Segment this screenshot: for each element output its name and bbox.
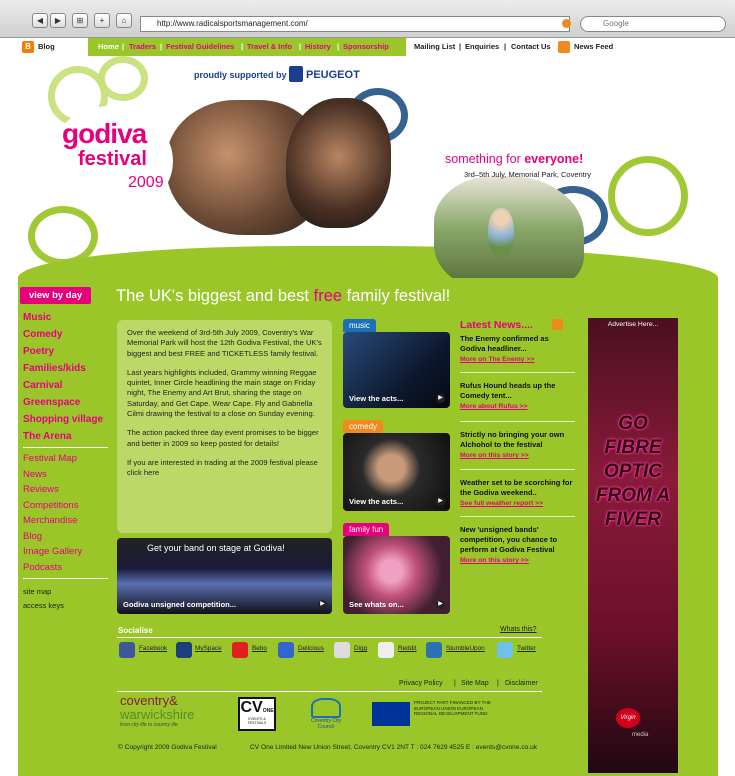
arrow-icon: ▶ — [436, 394, 445, 403]
forward-button[interactable]: ▶ — [50, 13, 66, 28]
family-fun-panel-caption: See whats on... — [349, 600, 404, 609]
supported-by-text: proudly supported by — [194, 70, 287, 80]
disclaimer-link[interactable]: Disclaimer — [505, 680, 538, 687]
sidebar-item-poetry[interactable]: Poetry — [23, 346, 55, 357]
socialise-title: Socialise — [118, 626, 153, 635]
rss-icon[interactable] — [552, 319, 563, 330]
trading-link[interactable]: If you are interested in trading at the 2009 festival please click here — [127, 457, 318, 478]
address-bar[interactable]: http://www.radicalsportsmanagement.com/ — [140, 16, 570, 32]
access-keys-link[interactable]: access keys — [23, 601, 64, 610]
eu-flag-icon — [372, 702, 410, 726]
sidebar-item-image-gallery[interactable]: Image Gallery — [23, 546, 83, 557]
news-item: Weather set to be scorching for the Godiva weekend.. See full weather report >> — [460, 478, 575, 507]
footer-divider — [117, 691, 542, 692]
coventry-warwickshire-logo: coventry& warwickshire from city life to country life — [120, 693, 195, 728]
eu-funding-text: PROJECT PART FINANCED BY THE EUROPEAN UNION EUROPEAN REGIONAL DEVELOPMENT FUND — [414, 700, 491, 717]
facebook-icon[interactable] — [119, 642, 135, 658]
news-item: The Enemy confirmed as Godiva headliner... More on The Enemy >> — [460, 334, 575, 363]
webpage: B Blog Home | Traders | Festival Guidelines | Travel & Info | History | Sponsorship Mailing List | Enquiries | Contact Us News Feed proudly supported by PEUGEOT godiva festival 2009 something for everyone! 3rd–5th July, Memorial Park, Coventry view by day Music Comedy Poetry Families/kids Carnival Greenspace Shopping village The Arena Festival Map News Reviews Competitions Merchandise Blog Image Gallery Podcasts site map access keys The UK's biggest and best free family festival! Over the weekend of 3rd-5th July 2009, Coventry's War Memorial Park will host the 12th Godiva Festival, the UK's biggest and best FREE and TICKETLESS family festival. Last years highlights included, Grammy winning Reggae quintet, Inner Circle headlining the main stage on Friday night, The Enemy and Art Brut, sharing the stage on Saturday, and Get Cape. Wear Cape. Fly and Gabriella Cilmi drawing the festival to a close on Sunday evening. The action packed three day event promises to be bigger and better in 2009 so keep posted for details! If you are interested in trading at the 2009 festival please click here Get your band on stage at Godiva! Godiva unsigned competition... ▶ music View the acts... ▶ comedy View the acts... ▶ family fun See whats on... ▶ Latest News.... The Enemy confirmed as Godiva headliner... More on The Enemy >> Rufus Hound heads up the Comedy tent... More about Rufus >> Strictly no bringing your own Alchohol to the festival More on this story >> Weather set to be scorching for the Godiva weekend.. See full weather report >> New 'unsigned bands' competition, you chance to perform at Godiva Festival More on this story >> Advertise Here... GO FIBRE OPTIC FROM A FIVER Virgin media Socialise Whats this? Facebook MySpace Bebo Delicious Digg Reddit StumbleUpon Twitter Privacy Policy | Site Map | Disclaimer coventry& warwickshire from city life to country life CVONE EVENTS & FESTIVALS Coventry City Council PROJECT PART FINANCED BY THE EUROPEAN UNION EUROPEAN REGIONAL DEVELOPMENT FUND © Copyright 2009 Godiva Festival CV One Limited New Union Street, Coventry CV1 2NT T : 024 7629 4525 E : events@cvone.co.uk — [18, 38, 718, 776]
comedy-panel[interactable] — [343, 433, 450, 511]
nav-mailing-list[interactable]: Mailing List — [414, 42, 456, 51]
bebo-icon[interactable] — [232, 642, 248, 658]
view-by-day-button[interactable]: view by day — [20, 287, 91, 304]
add-bookmark-button[interactable]: + — [94, 13, 110, 28]
coventry-city-council-logo: Coventry City Council — [302, 698, 350, 730]
page-headline: The UK's biggest and best free family festival! — [116, 287, 451, 305]
hero-banner — [18, 56, 718, 278]
tab-comedy[interactable]: comedy — [343, 420, 383, 433]
advert-panel[interactable] — [588, 318, 678, 773]
delicious-link[interactable]: Delicious — [298, 645, 324, 652]
myspace-icon[interactable] — [176, 642, 192, 658]
intro-paragraph: Last years highlights included, Grammy winning Reggae quintet, Inner Circle headlining the main stage on Friday night, The Enemy and Art Brut, sharing the stage on Saturday, and Get Cape. Wear Cape. Fly and Gabriella Cilmi drawing the festival to a close on Sunday evening. — [127, 367, 317, 419]
sidebar-item-blog[interactable]: Blog — [23, 531, 43, 542]
socialise-divider — [117, 637, 542, 638]
event-dates: 3rd–5th July, Memorial Park, Coventry — [464, 170, 591, 179]
sidebar-item-music[interactable]: Music — [23, 312, 52, 323]
sidebar-item-arena[interactable]: The Arena — [23, 431, 72, 442]
sidebar-item-podcasts[interactable]: Podcasts — [23, 562, 63, 573]
top-navigation: B Blog Home | Traders | Festival Guidelines | Travel & Info | History | Sponsorship Mailing List | Enquiries | Contact Us News Feed — [18, 38, 718, 56]
arrow-icon: ▶ — [436, 497, 445, 506]
sidebar-divider — [23, 447, 108, 448]
news-divider — [460, 516, 575, 517]
nav-contact-us[interactable]: Contact Us — [511, 42, 551, 51]
child-figure — [488, 208, 514, 258]
intro-paragraph: Over the weekend of 3rd-5th July 2009, Coventry's War Memorial Park will host the 12th Godiva Festival, the UK's biggest and best FREE and TICKETLESS family festival. — [127, 328, 322, 358]
digg-link[interactable]: Digg — [354, 645, 368, 652]
virgin-logo: Virgin — [616, 708, 640, 728]
nav-home[interactable]: Home — [98, 42, 119, 51]
family-fun-panel[interactable] — [343, 536, 450, 614]
festival-photo-girls — [286, 98, 391, 228]
news-item: New 'unsigned bands' competition, you chance to perform at Godiva Festival More on this story >> — [460, 525, 575, 564]
logo-year: 2009 — [128, 174, 164, 191]
home-button[interactable]: ⌂ — [116, 13, 132, 28]
music-panel[interactable] — [343, 332, 450, 408]
band-competition-caption: Godiva unsigned competition... — [123, 600, 237, 609]
news-divider — [460, 469, 575, 470]
arrow-icon: ▶ — [318, 600, 327, 609]
twitter-link[interactable]: Twitter — [517, 645, 536, 652]
nav-festival-guidelines[interactable]: Festival Guidelines — [166, 42, 235, 51]
sidebar-item-shopping[interactable]: Shopping village — [23, 414, 104, 425]
music-panel-caption: View the acts... — [349, 394, 404, 403]
tab-family-fun[interactable]: family fun — [343, 523, 389, 536]
band-competition-title: Get your band on stage at Godiva! — [147, 543, 285, 553]
myspace-link[interactable]: MySpace — [195, 645, 222, 652]
swirl-decoration — [608, 156, 688, 236]
intro-text-box — [117, 320, 332, 533]
stumbleupon-icon[interactable] — [426, 642, 442, 658]
sidebar-item-merchandise[interactable]: Merchandise — [23, 515, 78, 526]
sidebar-item-competitions[interactable]: Competitions — [23, 500, 79, 511]
cv-one-logo: CVONE EVENTS & FESTIVALS — [238, 697, 276, 731]
nav-history[interactable]: History — [305, 42, 331, 51]
logo-godiva: godiva — [62, 118, 147, 149]
news-more-link[interactable]: More on The Enemy >> — [460, 356, 535, 363]
blogger-icon: B — [22, 41, 34, 53]
reddit-link[interactable]: Reddit — [398, 645, 417, 652]
reddit-icon[interactable] — [378, 642, 394, 658]
news-item: Strictly no bringing your own Alchohol to the festival More on this story >> — [460, 430, 575, 459]
twitter-icon[interactable] — [497, 642, 513, 658]
sidebar-item-festival-map[interactable]: Festival Map — [23, 453, 77, 464]
delicious-icon[interactable] — [278, 642, 294, 658]
nav-traders[interactable]: Traders — [129, 42, 157, 51]
nav-travel-info[interactable]: Travel & Info — [247, 42, 293, 51]
back-button[interactable]: ◀ — [32, 13, 48, 28]
tagline: something for everyone! — [445, 152, 584, 166]
sidebar-item-reviews[interactable]: Reviews — [23, 484, 59, 495]
sidebar-item-comedy[interactable]: Comedy — [23, 329, 63, 340]
nav-sponsorship[interactable]: Sponsorship — [343, 42, 389, 51]
news-more-link[interactable]: More on this story >> — [460, 452, 529, 459]
council-emblem-icon — [311, 698, 341, 718]
band-competition-panel[interactable] — [117, 538, 332, 614]
intro-paragraph: The action packed three day event promises to be bigger and better in 2009 so keep posted for details! — [127, 428, 319, 448]
facebook-link[interactable]: Facebook — [139, 645, 168, 652]
browser-toolbar — [0, 0, 735, 38]
nav-blog[interactable]: Blog — [38, 42, 55, 51]
peugeot-logo: PEUGEOT — [306, 69, 360, 81]
contact-address: CV One Limited New Union Street, Coventry CV1 2NT T : 024 7629 4525 E : events@cvone.co.uk — [250, 744, 538, 751]
privacy-policy-link[interactable]: Privacy Policy — [399, 680, 443, 687]
news-title: Latest News.... — [460, 319, 533, 331]
bebo-link[interactable]: Bebo — [252, 645, 267, 652]
news-more-link[interactable]: More about Rufus >> — [460, 403, 528, 410]
site-map-link[interactable]: Site Map — [461, 680, 489, 687]
news-item: Rufus Hound heads up the Comedy tent... More about Rufus >> — [460, 381, 575, 410]
logo-festival: festival — [78, 148, 147, 170]
sidebar-item-families[interactable]: Families/kids — [23, 363, 86, 374]
rss-feed-icon — [558, 41, 570, 53]
sidebar-divider — [23, 578, 108, 579]
rss-icon[interactable] — [562, 19, 571, 28]
sidebar-item-greenspace[interactable]: Greenspace — [23, 397, 81, 408]
arrow-icon: ▶ — [436, 600, 445, 609]
comedy-panel-caption: View the acts... — [349, 497, 404, 506]
tabs-button[interactable]: ⊞ — [72, 13, 88, 28]
news-divider — [460, 421, 575, 422]
nav-enquiries[interactable]: Enquiries — [465, 42, 500, 51]
stumbleupon-link[interactable]: StumbleUpon — [446, 645, 485, 652]
swirl-decoration — [98, 56, 148, 101]
whats-this-link[interactable]: Whats this? — [500, 626, 537, 633]
virgin-media-text: media — [632, 732, 649, 738]
advert-headline: GO FIBRE OPTIC FROM A FIVER — [595, 413, 671, 530]
nav-news-feed[interactable]: News Feed — [574, 42, 614, 51]
green-wave — [18, 246, 718, 278]
sitemap-link[interactable]: site map — [23, 587, 52, 596]
search-input[interactable]: Google — [580, 16, 726, 32]
sidebar-item-news[interactable]: News — [23, 469, 47, 480]
news-divider — [460, 372, 575, 373]
sidebar-item-carnival[interactable]: Carnival — [23, 380, 63, 391]
digg-icon[interactable] — [334, 642, 350, 658]
advert-label: Advertise Here... — [607, 321, 659, 328]
tab-music[interactable]: music — [343, 319, 376, 332]
news-more-link[interactable]: See full weather report >> — [460, 500, 544, 507]
peugeot-lion-icon — [289, 66, 303, 82]
copyright-text: © Copyright 2009 Godiva Festival — [118, 744, 217, 751]
news-more-link[interactable]: More on this story >> — [460, 557, 529, 564]
